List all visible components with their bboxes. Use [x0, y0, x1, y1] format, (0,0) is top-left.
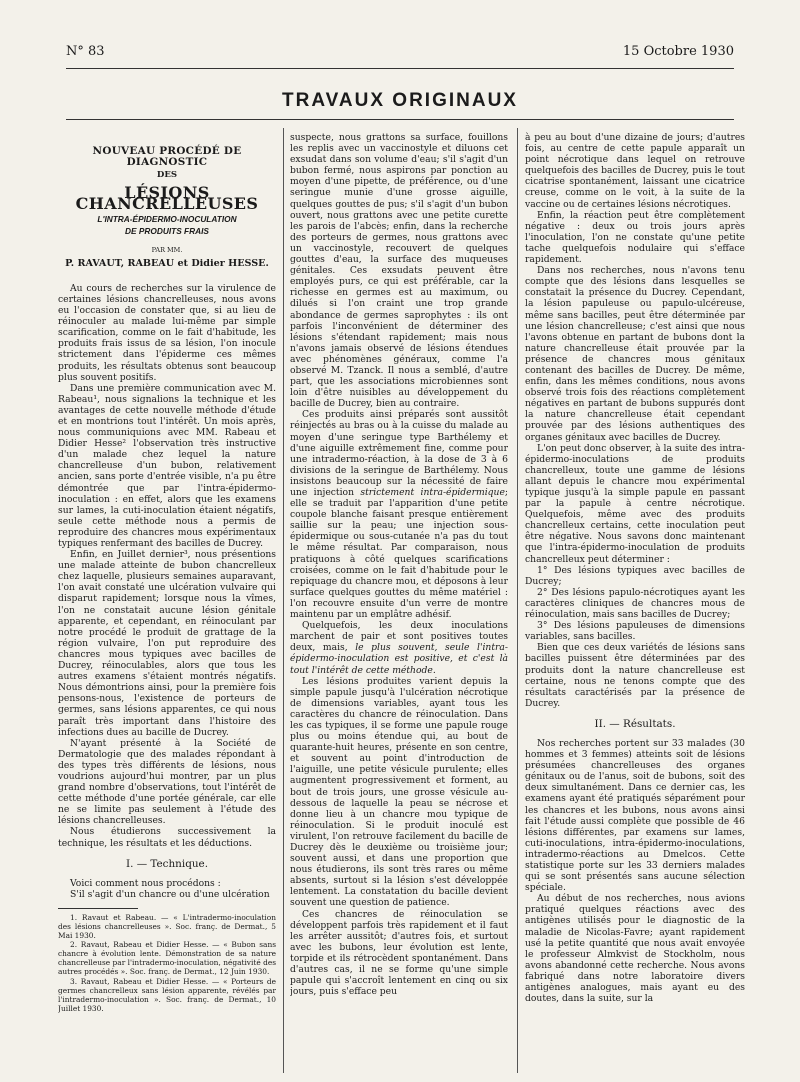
- authors: P. RAVAUT, RABEAU et Didier HESSE.: [65, 257, 269, 269]
- paragraph: Bien que ces deux variétés de lésions sans bacilles puissent être déterminées par des produits dont la nature chancrelleuse est certaine, nous ne tenons compte que des résultats caractérisés par la présence de Ducrey.: [525, 642, 745, 709]
- paragraph: Enfin, la réaction peut être complètement négative : deux ou trois jours après l'inoculation, l'on ne constate qu'une petite tache quelquefois nodulaire qui s'efface rapidement.: [525, 209, 745, 266]
- column-divider-1: [283, 128, 284, 1073]
- article-title-line2: LÉSIONS CHANCRELLEUSES: [75, 183, 259, 214]
- article-subtitle-line2: DE PRODUITS FRAIS: [125, 225, 209, 236]
- section-heading-technique: I. — Technique.: [126, 857, 208, 870]
- list-item: 2° Des lésions papulo-nécrotiques ayant les caractères cliniques de chancres mous de réinoculation, mais sans bacilles de Ducrey;: [525, 586, 745, 621]
- list-item: 1° Des lésions typiques avec bacilles de Ducrey;: [525, 564, 745, 587]
- italic-text: strictement intra-épidermique: [360, 487, 505, 498]
- paragraph: S'il s'agit d'un chancre ou d'une ulcération: [70, 888, 270, 900]
- footnote: 3. Ravaut, Rabeau et Didier Hesse. — « Porteurs de germes chancrelleux sans lésion apparente, révélés par l'intradermo-inoculation ». Soc. franç. de Dermat., 10 Juillet 1930.: [58, 976, 276, 1013]
- text-run: Quelquefois, les deux inoculations marchent de pair et sont positives toutes deux, mais,: [290, 620, 508, 654]
- text-run: ; elle se traduit par l'apparition d'une petite coupole blanche faisant presque entièrement saillie sur la peau; une injection sous-épidermique ou sous-cutanée n'a pas du tout le même résultat. Par comparaison, nous pratiquons à côté quelques scarifications croisées, comme on le fait d'habitude pour le repiquage du chancre mou, et déposons à leur surface quelques gouttes du même matériel : l'on recouvre ensuite d'un verre de montre maintenu par un emplâtre adhésif.: [290, 487, 508, 621]
- column-divider-2: [517, 128, 518, 1073]
- section-title: TRAVAUX ORIGINAUX: [282, 90, 518, 111]
- article-subtitle-line1: L'INTRA-ÉPIDERMO-INOCULATION: [97, 214, 237, 225]
- paragraph: Voici comment nous procédons :: [70, 877, 221, 889]
- column-3: [525, 132, 745, 1072]
- column-2: [290, 132, 508, 1072]
- italic-text: le plus souvent, seule l'intra-épidermo-inoculation est positive, et c'est là tout l'intérêt de cette méthode.: [290, 642, 508, 676]
- issue-number: N° 83: [66, 44, 105, 59]
- paragraph: [290, 409, 508, 620]
- paragraph: Ces chancres de réinoculation se développent parfois très rapidement et il faut les arrêter aussitôt; d'autres fois, et surtout avec les bubons, leur évolution est lente, torpide et ils rétrocèdent spontanément. Dans d'autres cas, il ne se forme qu'une simple papule qui s'accroît lentement en cinq ou six jours, puis s'efface peu: [290, 908, 508, 998]
- paragraph: N'ayant présenté à la Société de Dermatologie que des malades répondant à des types très différents de lésions, nous voudrions aujourd'hui montrer, par un plus grand nombre d'observations, tout l'intérêt de cette méthode d'une portée générale, car elle ne se limite pas seulement à l'étude des lésions chancrelleuses.: [58, 737, 276, 827]
- paragraph: suspecte, nous grattons sa surface, fouillons les replis avec un vaccinostyle et diluons cet exsudat dans son volume d'eau; s'il s'agit d'un bubon fermé, nous aspirons par ponction au moyen d'une pipette, de préférence, ou d'une seringue munie d'une grosse aiguille, quelques gouttes de pus; s'il s'agit d'un bubon ouvert, nous grattons avec une petite curette les parois de l'abcès; enfin, dans la recherche des porteurs de germes, nous grattons avec un vaccinostyle, recouvert de quelques gouttes d'eau, la surface des muqueuses génitales. Ces exsudats peuvent être employés purs, ce qui est préférable, car la richesse en germes est au maximum, ou dilués si l'on craint une trop grande abondance de germes saprophytes : ils ont parfois l'inconvénient de déterminer des lésions s'étendant rapidement; mais nous n'avons jamais observé de lésions étendues avec phénomènes généraux, comme l'a observé M. Tzanck. Il nous a semblé, d'autre part, que les associations microbiennes sont loin d'être nuisibles au développement du bacille de Ducrey, bien au contraire.: [290, 132, 508, 410]
- article-title-line1: NOUVEAU PROCÉDÉ DE DIAGNOSTIC: [92, 145, 242, 169]
- list-item: 3° Des lésions papuleuses de dimensions variables, sans bacilles.: [525, 620, 745, 643]
- footnote-rule: [58, 908, 138, 909]
- paragraph: Au cours de recherches sur la virulence de certaines lésions chancrelleuses, nous avons eu l'occasion de constater que, si au lieu de réinoculer au malade lui-même par simple scarification, comme on le fait d'habitude, les produits frais issus de sa lésion, l'on inocule strictement dans l'épiderme ces mêmes produits, les résultats obtenus sont beaucoup plus souvent positifs.: [58, 282, 276, 383]
- paragraph: Nous étudierons successivement la technique, les résultats et les déductions.: [58, 826, 276, 849]
- paragraph: Dans une première communication avec M. Rabeau¹, nous signalions la technique et les avantages de cette nouvelle méthode d'étude et en montrions tout l'intérêt. Un mois après, nous communiquions avec MM. Rabeau et Didier Hesse² l'observation très instructive d'un malade chez lequel la nature chancrelleuse d'un bubon, relativement ancien, sans porte d'entrée visible, n'a pu être démontrée que par l'intra-épidermo-inoculation : en effet, alors que les examens sur lames, la cuti-inoculation étaient négatifs, seule cette méthode nous a permis de reproduire des chancres mous expérimentaux typiques renfermant des bacilles de Ducrey.: [58, 382, 276, 549]
- par-mm: PAR MM.: [151, 245, 183, 254]
- paragraph: L'on peut donc observer, à la suite des intra-épidermo-inoculations de produits chancrelleux, toute une gamme de lésions allant depuis le chancre mou expérimental typique jusqu'à la simple papule en passant par la papule à centre nécrotique. Quelquefois, même avec des produits chancrelleux certains, cette inoculation peut être négative. Nous savons donc maintenant que l'intra-épidermo-inoculation de produits chancrelleux peut déterminer :: [525, 442, 745, 565]
- paragraph: Au début de nos recherches, nous avions pratiqué quelques réactions avec des antigènes utilisés pour le diagnostic de la maladie de Nicolas-Favre; ayant rapidement usé la petite quantité que nous avait envoyée le professeur Almkvist de Stockholm, nous avons abandonné cette recherche. Nous avons fabriqué dans notre laboratoire divers antigènes analogues, mais ayant eu des doutes, dans la suite, sur la: [525, 893, 745, 1005]
- paragraph: Les lésions produites varient depuis la simple papule jusqu'à l'ulcération nécrotique de dimensions variables, ayant tous les caractères du chancre de réinoculation. Dans les cas typiques, il se forme une papule rouge plus ou moins étendue qui, au bout de quarante-huit heures, présente en son centre, et souvent au point d'introduction de l'aiguille, une petite vésicule purulente; elles augmentent progressivement et forment, au bout de trois jours, une grosse vésicule au-dessous de laquelle la peau se nécrose et donne lieu à un chancre mou typique de réinoculation. Si le produit inoculé est virulent, l'on retrouve facilement du bacille de Ducrey dès le deuxième ou troisième jour; souvent aussi, et dans une proportion que nous étudierons, ils sont très rares ou même absents, surtout si la lésion s'est développée lentement. La constatation du bacille devient souvent une question de patience.: [290, 675, 508, 909]
- paragraph: Enfin, en Juillet dernier³, nous présentions une malade atteinte de bubon chancrelleux chez laquelle, plusieurs semaines auparavant, l'on avait constaté une ulcération vulvaire qui disparut rapidement; lorsque nous la vîmes, l'on ne constatait aucune lésion génitale apparente, et cependant, en réinoculant par notre procédé le produit de grattage de la région vulvaire, l'on put reproduire des chancres mous typiques avec bacilles de Ducrey, réinoculables, alors que tous les autres examens s'étaient montrés négatifs. Nous démontrions ainsi, pour la première fois pensons-nous, l'existence de porteurs de germes, sans lésions apparentes, ce qui nous paraît très important dans l'histoire des infections dues au bacille de Ducrey.: [58, 549, 276, 738]
- footnote: 1. Ravaut et Rabeau. — « L'intradermo-inoculation des lésions chancrelleuses ». Soc. franç. de Dermat., 5 Mai 1930.: [58, 912, 276, 941]
- article-title-des: DES: [156, 170, 178, 181]
- section-rule: [66, 119, 734, 120]
- running-header: [66, 44, 734, 64]
- paragraph: [290, 620, 508, 675]
- paragraph: Nos recherches portent sur 33 malades (30 hommes et 3 femmes) atteints soit de lésions présumées chancrelleuses des organes génitaux ou de l'anus, soit de bubons, soit des deux simultanément. Dans ce dernier cas, les examens ayant été pratiqués séparément pour les chancres et les bubons, nous avons ainsi fait l'étude aussi complète que possible de 46 lésions différentes, par examens sur lames, cuti-inoculations, intra-épidermo-inoculations, intradermo-réactions au Dmelcos. Cette statistique porte sur les 33 derniers malades qui se sont présentés sans aucune sélection spéciale.: [525, 737, 745, 894]
- paragraph: Dans nos recherches, nous n'avons tenu compte que des lésions dans lesquelles se constatait la présence du Ducrey. Cependant, la lésion papuleuse ou papulo-ulcéreuse, même sans bacilles, peut être déterminée par une lésion chancrelleuse; c'est ainsi que nous l'avons obtenue en partant de bubons dont la nature chancrelleuse était prouvée par la présence de chancres mous génitaux contenant des bacilles de Ducrey. De même, enfin, dans les mêmes conditions, nous avons observé trois fois des réactions complètement négatives en partant de bubons suppurés dont la nature chancrelleuse était cependant prouvée par des lésions authentiques des organes génitaux avec bacilles de Ducrey.: [525, 265, 745, 443]
- text-run: Ces produits ainsi préparés sont aussitôt réinjectés au bras ou à la cuisse du malade au moyen d'une seringue type Barthélemy et d'une aiguille extrêmement fine, comme pour une intradermo-réaction, à la dose de 3 à 6 divisions de la seringue de Barthélemy. Nous insistons beaucoup sur la nécessité de faire une injection: [290, 409, 508, 498]
- issue-date: 15 Octobre 1930: [622, 44, 734, 59]
- section-heading-resultats: II. — Résultats.: [594, 717, 676, 730]
- header-rule: [66, 68, 734, 69]
- paragraph: à peu au bout d'une dizaine de jours; d'autres fois, au centre de cette papule apparaît un point nécrotique dans lequel on retrouve quelquefois des bacilles de Ducrey, puis le tout cicatrise spontanément, laissant une cicatrice creuse, comme on le voit, à la suite de la vaccine ou de certaines lésions nécrotiques.: [525, 132, 745, 210]
- column-1: [58, 132, 276, 1072]
- footnote: 2. Ravaut, Rabeau et Didier Hesse. — « Bubon sans chancre à évolution lente. Démonstration de sa nature chancrelleuse par l'intradermo-inoculation, négativité des autres procédés ». Soc. franç. de Dermat., 12 Juin 1930.: [58, 940, 276, 977]
